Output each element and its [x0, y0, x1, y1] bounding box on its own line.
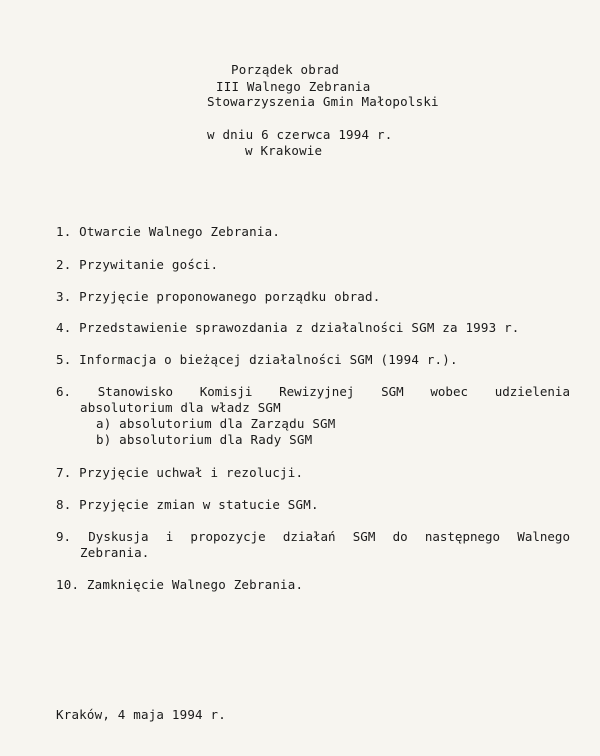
agenda-item-9-word: propozycje — [190, 529, 266, 544]
place-and-date: Kraków, 4 maja 1994 r. — [56, 707, 226, 722]
header-title: Porządek obrad — [231, 62, 340, 77]
header-meeting: III Walnego Zebrania — [216, 79, 371, 94]
agenda-item-7: 7. Przyjęcie uchwał i rezolucji. — [56, 465, 304, 480]
agenda-item-9-line2: Zebrania. — [80, 545, 150, 560]
agenda-item-6-line2: absolutorium dla władz SGM — [80, 400, 281, 415]
agenda-item-2: 2. Przywitanie gości. — [56, 257, 219, 272]
agenda-item-6-word: SGM — [381, 384, 404, 399]
agenda-item-6-word: Rewizyjnej — [279, 384, 355, 399]
agenda-item-1: 1. Otwarcie Walnego Zebrania. — [56, 224, 281, 239]
header-association: Stowarzyszenia Gmin Małopolski — [207, 94, 439, 109]
header-date: w dniu 6 czerwca 1994 r. — [207, 127, 393, 142]
agenda-item-6-sub-a: a) absolutorium dla Zarządu SGM — [96, 416, 336, 431]
header-place: w Krakowie — [245, 143, 323, 158]
agenda-item-9-word: SGM — [352, 529, 376, 544]
agenda-item-9-line1 — [56, 529, 570, 544]
agenda-item-9-word: i — [165, 529, 174, 544]
agenda-item-6-sub-b: b) absolutorium dla Rady SGM — [96, 432, 313, 447]
agenda-item-6-word: udzielenia — [494, 384, 570, 399]
agenda-item-4: 4. Przedstawienie sprawozdania z działalności SGM za 1993 r. — [56, 320, 520, 335]
agenda-item-5: 5. Informacja o bieżącej działalności SGM (1994 r.). — [56, 352, 458, 367]
agenda-item-6-word: 6. — [56, 384, 72, 399]
agenda-item-6-word: Komisji — [199, 384, 253, 399]
agenda-item-9-word: następnego — [424, 529, 501, 544]
agenda-item-9-word: do — [392, 529, 408, 544]
agenda-item-8: 8. Przyjęcie zmian w statucie SGM. — [56, 497, 319, 512]
agenda-item-6-word: wobec — [430, 384, 469, 399]
agenda-item-9-word: 9. — [56, 529, 72, 544]
agenda-item-6-line1 — [56, 384, 570, 399]
agenda-item-9-word: Dyskusja — [88, 529, 149, 544]
agenda-item-9-word: Walnego — [517, 529, 570, 544]
agenda-item-9-word: działań — [282, 529, 336, 544]
agenda-item-6-word: Stanowisko — [97, 384, 174, 399]
agenda-item-3: 3. Przyjęcie proponowanego porządku obrad. — [56, 289, 381, 304]
agenda-item-10: 10. Zamknięcie Walnego Zebrania. — [56, 577, 304, 592]
